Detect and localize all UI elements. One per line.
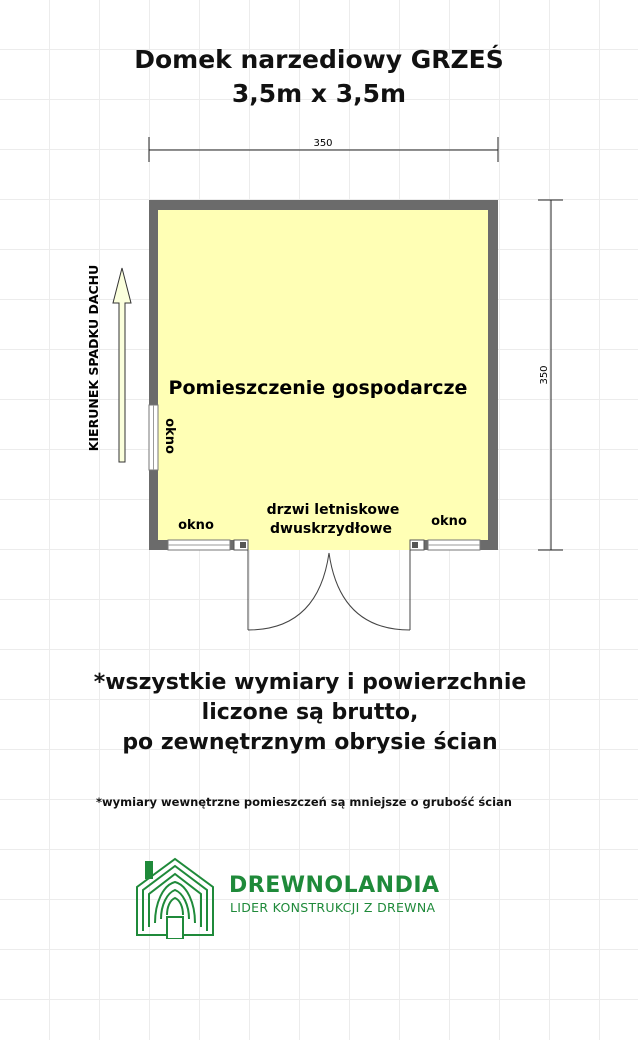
window-bottom-left: [168, 540, 230, 550]
logo-tagline: LIDER KONSTRUKCJI Z DREWNA: [230, 900, 436, 915]
drewnolandia-logo-icon: [133, 855, 217, 939]
window-bottom-right-label: okno: [431, 514, 467, 529]
small-note: *wymiary wewnętrzne pomieszczeń są mniejsze o grubość ścian: [96, 795, 512, 809]
room-floor: [158, 210, 488, 540]
logo-name: DREWNOLANDIA: [229, 873, 440, 898]
depth-dimension: [538, 200, 563, 550]
roof-direction-arrow: [113, 268, 131, 462]
width-dimension-label: 350: [313, 138, 333, 149]
window-bottom-right: [428, 540, 480, 550]
door-label-line-1: drzwi letniskowe: [266, 502, 400, 518]
window-left-label: okno: [162, 418, 177, 454]
note-line-2: liczone są brutto,: [201, 700, 419, 725]
title-line-2: 3,5m x 3,5m: [231, 79, 407, 108]
room-label: Pomieszczenie gospodarcze: [168, 377, 468, 399]
depth-dimension-label: 350: [539, 365, 550, 385]
note-line-1: *wszystkie wymiary i powierzchnie: [93, 670, 527, 695]
window-left: [149, 405, 158, 470]
door-leaves: [248, 550, 410, 630]
note-line-3: po zewnętrznym obrysie ścian: [122, 730, 498, 755]
window-bottom-left-label: okno: [178, 518, 214, 533]
title-line-1: Domek narzediowy GRZEŚ: [134, 45, 504, 74]
width-dimension: [149, 137, 498, 162]
door-opening: [234, 540, 424, 550]
roof-direction-label: KIERUNEK SPADKU DACHU: [86, 264, 101, 452]
door-label-line-2: dwuskrzydłowe: [269, 521, 393, 537]
